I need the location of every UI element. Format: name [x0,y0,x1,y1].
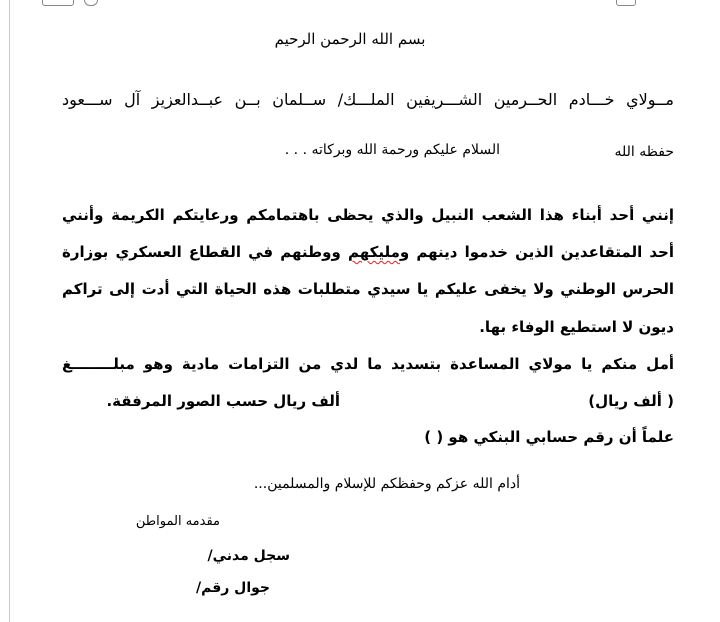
body-line-4: ديون لا استطيع الوفاء بها. [479,318,674,336]
toolbar-button-fragment [42,0,74,6]
submitter-label: مقدمه المواطن [135,514,220,529]
body-line-3: الحرس الوطني ولا يخفى عليكم يا سيدي متطلبات هذه الحياة التي أدت إلى تراكم [62,280,674,298]
top-toolbar-fragment [0,0,720,6]
body-line-1: إنني أحد أبناء هذا الشعب النبيل والذي يحظى باهتمامكم ورعايتكم الكريمة وأنني [62,206,674,224]
body-line-2-start: أحد المتقاعدين الذين خدموا دينهم و [399,243,674,261]
spellcheck-underlined-word: مليكهم [347,243,400,261]
amount-request-line: أمل منكم يا مولاي المساعدة بتسديد ما لدي من التزامات مادية وهو مبلــــــــغ [62,355,674,373]
civil-record-label: سجل مدني/ [207,548,290,564]
body-line-2-end: ووطنهم في القطاع العسكري بوزارة [62,243,348,261]
toolbar-button-fragment-right [616,0,636,6]
honorific: حفظه الله [614,144,674,160]
basmala: بسم الله الرحمن الرحيم [274,30,426,48]
greeting: السلام عليكم ورحمة الله وبركاته . . . [284,142,500,158]
mobile-number-label: جوال رقم/ [195,580,270,596]
amount-description: ألف ريال حسب الصور المرفقة. [106,392,340,410]
amount-thousands-field: ( ألف ريال) [588,392,674,410]
page-margin-line [9,0,10,622]
bank-account-line: علماً أن رقم حسابي البنكي هو ( ) [424,428,674,446]
recipient-address: مــولاي خـــادم الحــرمين الشـــريفين الملـــك/ ســلمان بــن عبــدالعزيز آل ســـعود [62,90,674,109]
body-line-2 [62,243,674,261]
closing-prayer: أدام الله عزكم وحفظكم للإسلام والمسلمين... [253,476,520,492]
toolbar-icon-fragment [84,0,98,6]
